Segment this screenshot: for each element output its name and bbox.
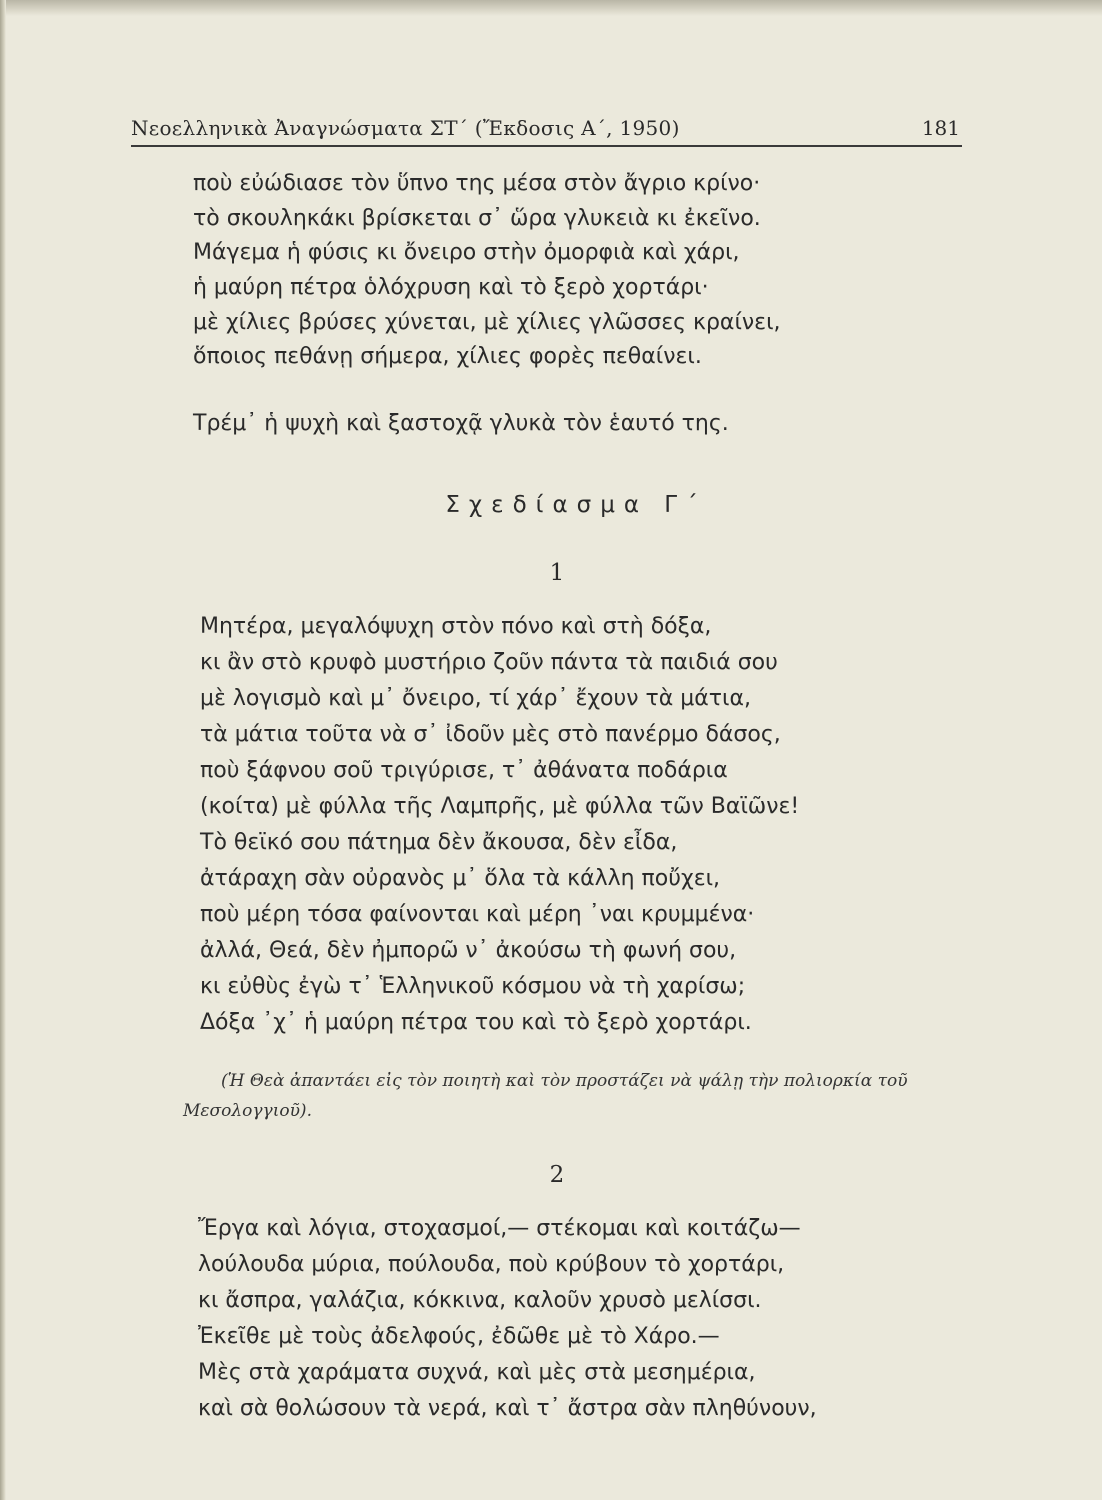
verse-line: (κοίτα) μὲ φύλλα τῆς Λαμπρῆς, μὲ φύλλα τῶν Βαϊῶνε! — [200, 794, 800, 819]
running-title: Νεοελληνικὰ Ἀναγνώσματα ΣΤ΄ (Ἔκδοσις Α΄, 1950) — [131, 116, 680, 140]
verse-line: ποὺ μέρη τόσα φαίνονται καὶ μέρη ᾽ναι κρυμμένα· — [200, 902, 755, 927]
verse-line: ὅποιος πεθάνῃ σήμερα, χίλιες φορὲς πεθαίνει. — [193, 344, 702, 370]
opening-stanza — [193, 167, 781, 375]
verse-line: ποὺ εὐώδιασε τὸν ὕπνο της μέσα στὸν ἄγριο κρίνο· — [193, 171, 761, 196]
verse-line: Μάγεμα ἡ φύσις κι ὄνειρο στὴν ὀμορφιὰ καὶ χάρι, — [193, 240, 740, 266]
verse-line: Μητέρα, μεγαλόψυχη στὸν πόνο καὶ στὴ δόξα, — [200, 614, 712, 639]
verse-line: τὰ μάτια τοῦτα νὰ σ᾽ ἰδοῦν μὲς στὸ πανέρμο δάσος, — [200, 722, 781, 747]
verse-line: λούλουδα μύρια, πούλουδα, ποὺ κρύβουν τὸ χορτάρι, — [198, 1252, 785, 1277]
poem-number: 1 — [549, 560, 565, 586]
verse-line: κι ἂν στὸ κρυφὸ μυστήριο ζοῦν πάντα τὰ παιδιά σου — [200, 650, 778, 675]
scan-top-edge — [0, 0, 1102, 16]
verse-line: μὲ χίλιες βρύσες χύνεται, μὲ χίλιες γλῶσσες κραίνει, — [193, 309, 781, 335]
verse-line: καὶ σὰ θολώσουν τὰ νερά, καὶ τ᾽ ἄστρα σὰν πληθύνουν, — [198, 1396, 817, 1421]
page-number: 181 — [921, 116, 960, 140]
verse-line: Μὲς στὰ χαράματα συχνά, καὶ μὲς στὰ μεσημέρια, — [198, 1360, 756, 1385]
scan-left-edge — [0, 0, 6, 1500]
verse-line: τὸ σκουληκάκι βρίσκεται σ᾽ ὥρα γλυκειὰ κι ἐκεῖνο. — [193, 205, 761, 231]
stage-note: (Ἡ Θεὰ ἀπαντάει εἰς τὸν ποιητὴ καὶ τὸν προστάζει νὰ ψάλῃ τὴν πολιορκία τοῦ Μεσολογγιοῦ). — [183, 1071, 908, 1121]
poem-number: 2 — [549, 1162, 565, 1188]
verse-line: Ἔργα καὶ λόγια, στοχασμοί,— στέκομαι καὶ κοιτάζω— — [198, 1216, 801, 1241]
verse-line: Τὸ θεϊκό σου πάτημα δὲν ἄκουσα, δὲν εἶδα, — [200, 830, 678, 855]
page-header — [131, 103, 962, 147]
verse-line: μὲ λογισμὸ καὶ μ᾽ ὄνειρο, τί χάρ᾽ ἔχουν τὰ μάτια, — [200, 686, 751, 711]
verse-line: ποὺ ξάφνου σοῦ τριγύρισε, τ᾽ ἀθάνατα ποδάρια — [200, 758, 728, 783]
verse-line: ἀλλά, Θεά, δὲν ἠμπορῶ ν᾽ ἀκούσω τὴ φωνή σου, — [200, 938, 737, 963]
verse-line: ἡ μαύρη πέτρα ὁλόχρυση καὶ τὸ ξερὸ χορτάρι· — [193, 275, 709, 301]
verse-line: κι ἄσπρα, γαλάζια, κόκκινα, καλοῦν χρυσὸ μελίσσι. — [198, 1288, 762, 1313]
poem-1-verses — [200, 609, 799, 1041]
verse-line: ἀτάραχη σὰν οὐρανὸς μ᾽ ὅλα τὰ κάλλη ποὔχει, — [200, 866, 721, 891]
verse-line: Τρέμ᾽ ἡ ψυχὴ καὶ ξαστοχᾷ γλυκὰ τὸν ἑαυτό της. — [193, 411, 729, 436]
verse-line: Δόξα ᾽χ᾽ ἡ μαύρη πέτρα του καὶ τὸ ξερὸ χορτάρι. — [200, 1010, 752, 1035]
verse-line: κι εὐθὺς ἐγὼ τ᾽ Ἑλληνικοῦ κόσμου νὰ τὴ χαρίσω; — [200, 974, 746, 999]
poem-2-verses — [198, 1211, 817, 1427]
verse-line: Ἐκεῖθε μὲ τοὺς ἀδελφούς, ἐδῶθε μὲ τὸ Χάρο.— — [198, 1324, 720, 1349]
closing-line — [193, 406, 729, 442]
section-heading: Σχεδίασμα Γ΄ — [445, 492, 707, 518]
